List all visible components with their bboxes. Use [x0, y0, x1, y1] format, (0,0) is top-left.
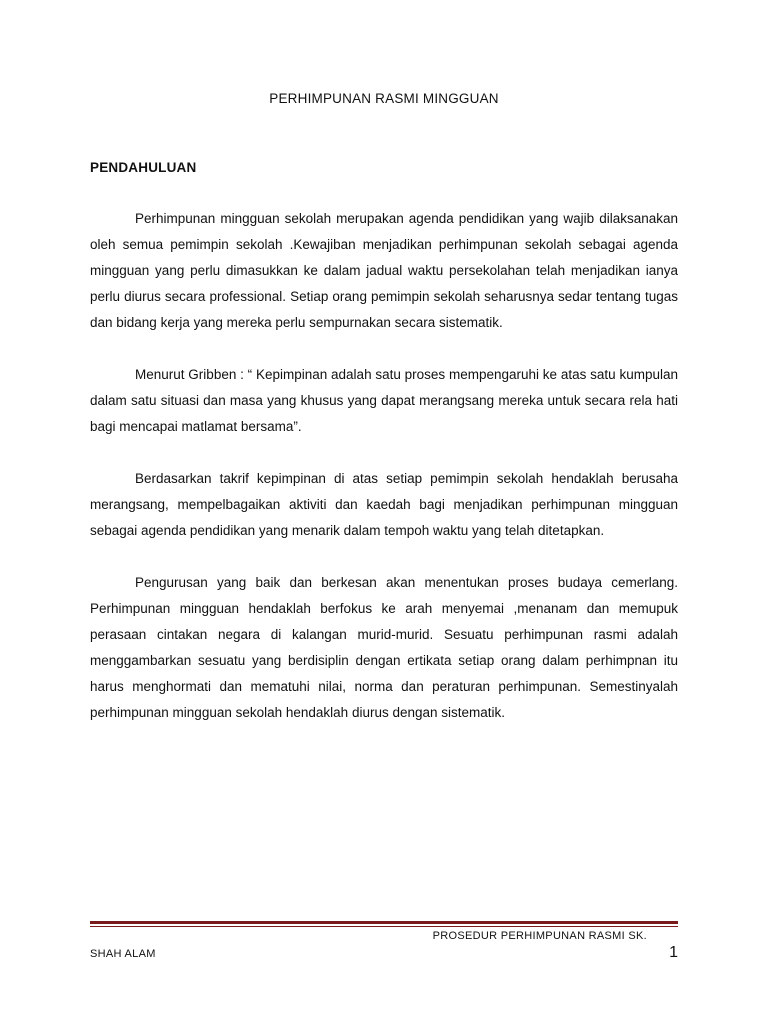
section-heading: PENDAHULUAN [90, 160, 197, 175]
footer-rule-thin [90, 926, 678, 927]
page-number: 1 [669, 944, 678, 961]
paragraph-leadership-definition: Berdasarkan takrif kepimpinan di atas setiap pemimpin sekolah hendaklah berusaha merangsang, mempelbagaikan aktiviti dan kaedah bagi menjadikan perhimpunan mingguan sebagai agenda pendidikan yang menarik dalam tempoh waktu yang telah ditetapkan. [90, 471, 678, 538]
document-body [90, 206, 678, 752]
document-title: PERHIMPUNAN RASMI MINGGUAN [269, 91, 499, 106]
footer-running-title: PROSEDUR PERHIMPUNAN RASMI SK. [432, 930, 647, 942]
footer-rule-thick [90, 921, 678, 924]
footer-location: SHAH ALAM [90, 948, 156, 960]
paragraph-management: Pengurusan yang baik dan berkesan akan menentukan proses budaya cemerlang. Perhimpunan mingguan hendaklah berfokus ke arah menyemai ,menanam dan memupuk perasaan cintakan negara di kalangan murid-murid. Sesuatu perhimpunan rasmi adalah menggambarkan sesuatu yang berdisiplin dengan ertikata setiap orang dalam perhimpnan itu harus menghormati dan mematuhi nilai, norma dan peraturan perhimpunan. Semestinyalah perhimpunan mingguan sekolah hendaklah diurus dengan sistematik. [90, 575, 678, 720]
paragraph-introduction: Perhimpunan mingguan sekolah merupakan agenda pendidikan yang wajib dilaksanakan oleh semua pemimpin sekolah .Kewajiban menjadikan perhimpunan sekolah sebagai agenda mingguan yang perlu dimasukkan ke dalam jadual waktu persekolahan telah menjadikan ianya perlu diurus secara professional. Setiap orang pemimpin sekolah seharusnya sedar tentang tugas dan bidang kerja yang mereka perlu sempurnakan secara sistematik. [90, 211, 678, 330]
paragraph-gribben-quote: Menurut Gribben : “ Kepimpinan adalah satu proses mempengaruhi ke atas satu kumpulan dalam satu situasi dan masa yang khusus yang dapat merangsang mereka untuk secara rela hati bagi mencapai matlamat bersama”. [90, 367, 678, 434]
